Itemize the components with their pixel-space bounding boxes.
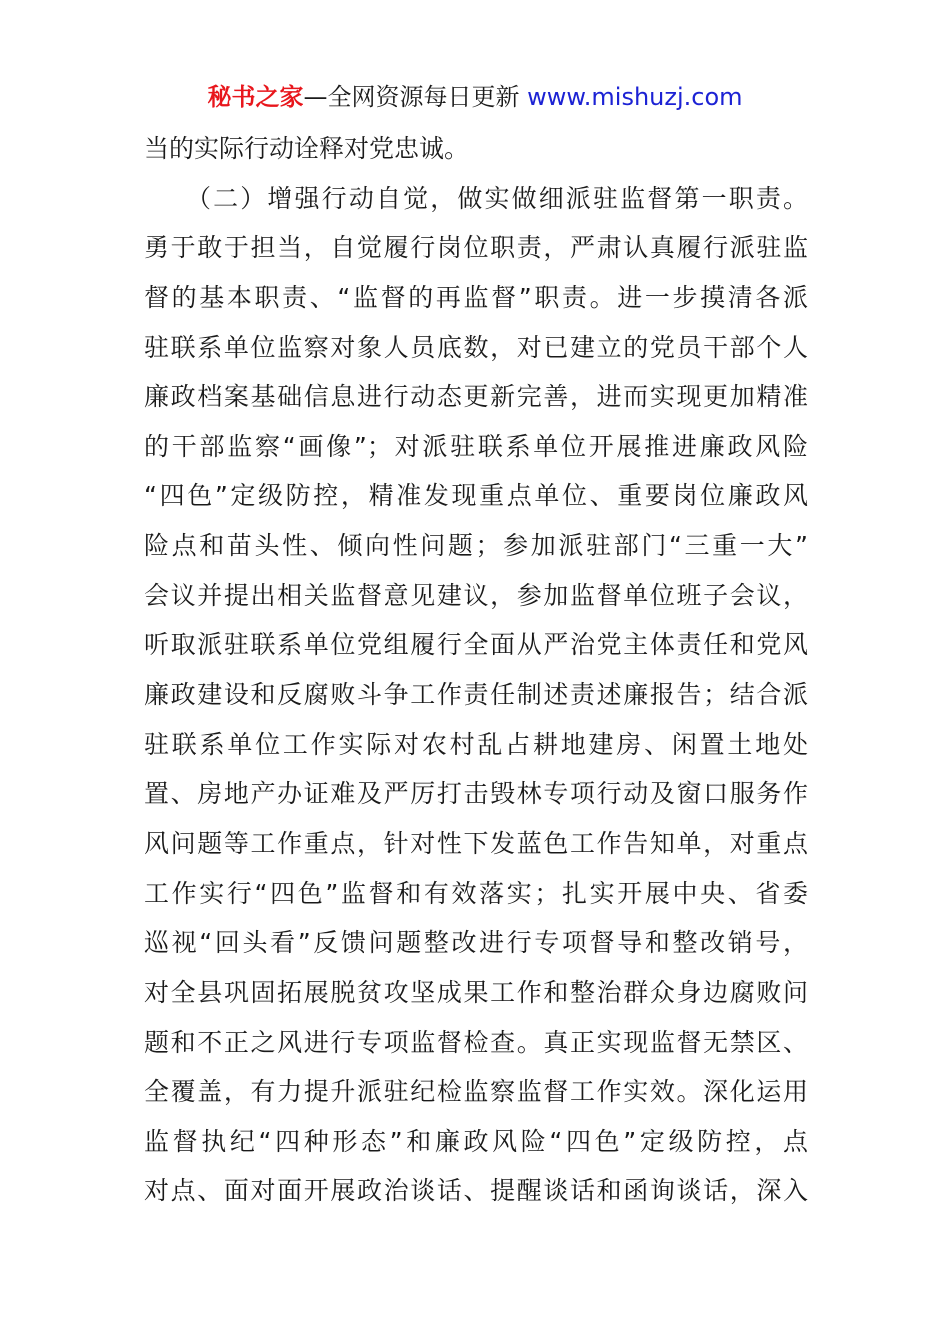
text-line: 当的实际行动诠释对党忠诚。: [144, 134, 470, 163]
text-line: 题和不正之风进行专项监督检查。真正实现监督无禁区、: [144, 1027, 808, 1057]
document-body: [144, 124, 808, 1216]
section-heading: （二）增强行动自觉，做实做细派驻监督第一职责。: [186, 183, 808, 213]
text-line: 工作实行“四色”监督和有效落实；扎实开展中央、省委: [144, 878, 808, 908]
text-line: 督的基本职责、“监督的再监督”职责。进一步摸清各派: [144, 282, 808, 312]
text-line: 对全县巩固拓展脱贫攻坚成果工作和整治群众身边腐败问: [144, 977, 808, 1007]
text-line: 巡视“回头看”反馈问题整改进行专项督导和整改销号，: [144, 928, 808, 958]
text-line: 驻联系单位工作实际对农村乱占耕地建房、闲置土地处: [144, 729, 808, 759]
site-header: [0, 80, 950, 114]
text-line: 勇于敢于担当，自觉履行岗位职责，严肃认真履行派驻监: [144, 233, 808, 263]
text-line: “四色”定级防控，精准发现重点单位、重要岗位廉政风: [144, 481, 808, 511]
site-brand: 秘书之家: [207, 83, 304, 111]
text-line: 置、房地产办证难及严厉打击毁林专项行动及窗口服务作: [144, 779, 808, 809]
text-line: 险点和苗头性、倾向性问题；参加派驻部门“三重一大”: [144, 531, 808, 561]
site-url-link[interactable]: www.mishuzj.com: [527, 83, 743, 111]
text-line: 全覆盖，有力提升派驻纪检监察监督工作实效。深化运用: [144, 1077, 808, 1107]
text-line: 廉政建设和反腐败斗争工作责任制述责述廉报告；结合派: [144, 680, 808, 710]
text-line: 的干部监察“画像”；对派驻联系单位开展推进廉政风险: [144, 431, 808, 461]
site-tagline: —全网资源每日更新: [303, 83, 528, 111]
text-line: 驻联系单位监察对象人员底数，对已建立的党员干部个人: [144, 332, 808, 362]
text-line: 廉政档案基础信息进行动态更新完善，进而实现更加精准: [144, 382, 808, 412]
text-line: 会议并提出相关监督意见建议，参加监督单位班子会议，: [144, 580, 808, 610]
text-line: 听取派驻联系单位党组履行全面从严治党主体责任和党风: [144, 630, 808, 660]
text-line: 风问题等工作重点，针对性下发蓝色工作告知单，对重点: [144, 828, 808, 858]
text-line: 监督执纪“四种形态”和廉政风险“四色”定级防控，点: [144, 1126, 808, 1156]
text-line: 对点、面对面开展政治谈话、提醒谈话和函询谈话，深入: [144, 1176, 808, 1206]
